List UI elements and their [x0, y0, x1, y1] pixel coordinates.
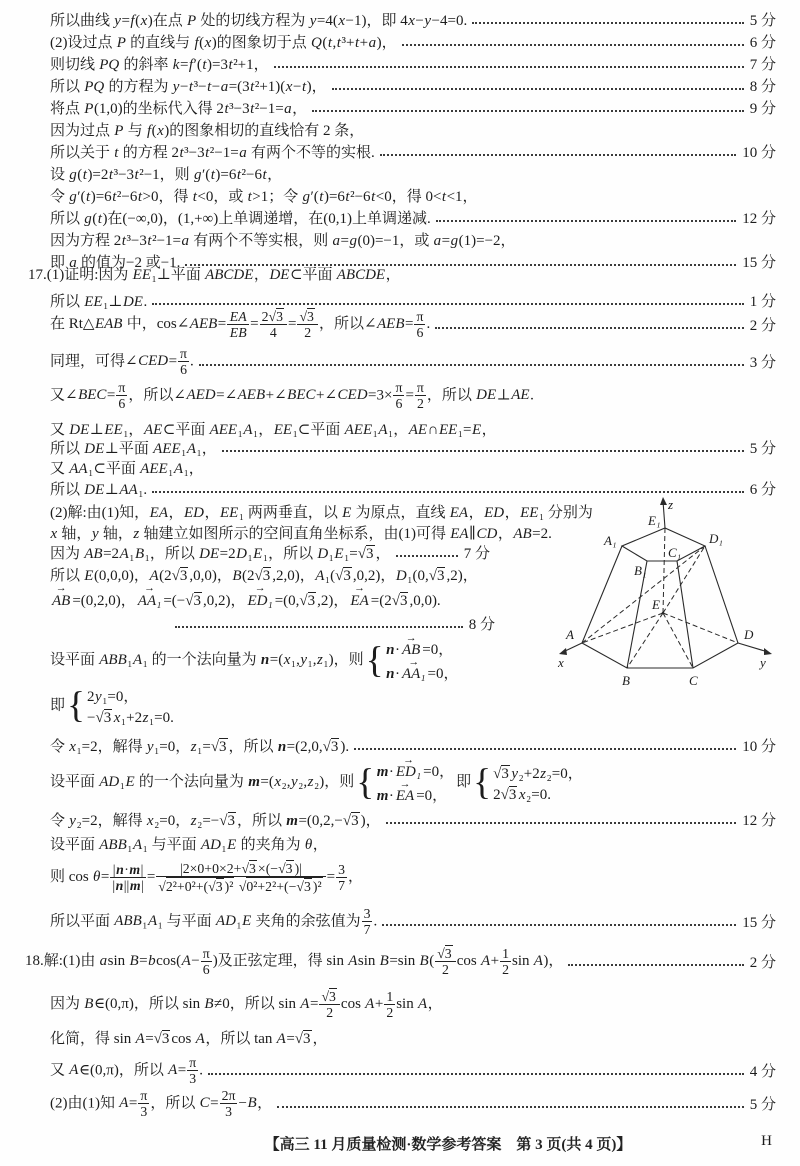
answer-line — [50, 760, 776, 805]
answer-line — [50, 206, 776, 228]
answer-line — [50, 988, 776, 1021]
line-content: AB → =(0,2,0)， AA₁ → =(− √ 3 ,0,2)， ED₁ → =(0, √ 3 ,2)， EA → =(2 √ 3 ,0,0). — [50, 589, 441, 610]
dotted-leader — [175, 619, 463, 628]
line-content: (2)由(1)知 A= $\frac{\pi}{3}$ ，所以 C= $\frac{2\pi}{3}$ −B， — [50, 1088, 273, 1120]
line-content: 设平面 ABB₁A₁ 与平面 AD₁E 的夹角为 θ， — [50, 836, 328, 853]
dotted-leader — [312, 103, 744, 112]
answer-line — [50, 456, 776, 478]
figure-label-c: C — [689, 673, 698, 688]
dotted-leader — [386, 815, 737, 824]
page-footer: 【高三 11 月质量检测·数学参考答案 第 3 页(共 4 页)】 — [264, 1137, 632, 1153]
line-content: 所以 PQ 的方程为 y−t³−t−a=(3t²+1)(x−t)， — [50, 78, 327, 95]
dotted-leader — [277, 1099, 744, 1108]
line-content: (2)设过点 P 的直线与 f(x)的图象切于点 Q(t,t³+t+a)， — [50, 34, 397, 51]
score-label: 7 分 — [749, 56, 776, 73]
figure-label-e1: E₁ — [648, 513, 661, 528]
line-content: 所以 DE⊥平面 AEE₁A₁， — [50, 440, 217, 457]
dotted-leader — [152, 296, 744, 305]
line-content: 则切线 PQ 的斜率 k=f′(t)=3t²+1， — [50, 56, 269, 73]
line-content: 令 g′(t)=6t²−6t>0，得 t<0，或 t>1；令 g′(t)=6t²−6t<0，得 0<t<1， — [50, 188, 478, 205]
line-content: 即 a 的值为−2 或−1. — [50, 254, 181, 271]
answer-line — [50, 184, 776, 206]
dotted-leader — [435, 320, 744, 329]
answer-line — [50, 1055, 776, 1087]
line-content: 同理，可得∠CED= $\frac{\pi}{6}$ . — [50, 346, 194, 378]
score-label: 15 分 — [742, 915, 776, 932]
dotted-leader — [274, 59, 744, 68]
score-label: 3 分 — [749, 355, 776, 372]
line-content: (2)解:由(1)知，EA，ED，EE₁ 两两垂直，以 E 为原点，直线 EA，ED，EE₁ 分别为 — [50, 504, 593, 521]
line-content: 设平面 ABB₁A₁ 的一个法向量为 n=(x₁,y₁,z₁)，则 { n· AB → =0， n· AA₁ → =0， — [50, 638, 460, 683]
score-label: 2 分 — [749, 317, 776, 334]
line-content: 又 AA₁⊂平面 AEE₁A₁， — [50, 460, 204, 477]
line-content: 所以 DE⊥AA₁. — [50, 481, 148, 498]
line-content: 所以 g(t)在(−∞,0)，(1,+∞)上单调递增，在(0,1)上单调递减. — [50, 210, 431, 227]
answer-line — [50, 906, 776, 938]
answer-line — [50, 380, 776, 412]
answer-line — [50, 308, 776, 341]
score-label: 6 分 — [749, 34, 776, 51]
score-label: 5 分 — [749, 440, 776, 457]
score-label: 10 分 — [742, 738, 776, 755]
line-content: 则 cos θ= $\frac{|n\cdot m|}{|n||m|}$ = |2×0+0×2+ √ 3 ×(− √ 3 )| √ 2²+0²+( √ 3 )² √ 0²+2²+(− √ 3 )² = $\frac{3}{7}$ ， — [50, 860, 363, 895]
line-content: 因为 AB=2A₁B₁，所以 DE=2D₁E₁，所以 D₁E₁= √ 3 ， — [50, 542, 391, 563]
line-content: 在 Rt△EAB 中，cos∠AEB= $\frac{EA}{EB}$ = $\frac{2 √ 3}{4}$ = √ $\frac{3}{2}$ ，所以∠AEB= $\frac{\pi}{6}$ . — [50, 308, 430, 341]
line-content: 设平面 AD₁E 的一个法向量为 m=(x₂,y₂,z₂)，则 { m· ED₁ → =0， m· EA → =0， 即 { √ 3 y₂+2z₂=0， 2 √ 3 x₂=0. — [50, 760, 585, 805]
answer-line — [50, 228, 776, 250]
score-label: 7 分 — [463, 545, 490, 562]
dotted-leader — [208, 1066, 744, 1075]
answer-line — [28, 262, 776, 284]
score-label: 5 分 — [749, 1097, 776, 1114]
line-content: 所以 EE₁⊥DE. — [50, 293, 148, 310]
score-label: 15 分 — [742, 254, 776, 271]
figure-label-y: y — [760, 655, 766, 670]
score-label: 12 分 — [742, 812, 776, 829]
line-content: 17.(1)证明:因为 EE₁⊥平面 ABCDE，DE⊂平面 ABCDE， — [28, 266, 401, 283]
answer-line — [50, 734, 776, 756]
line-content: x 轴，y 轴，z 轴建立如图所示的空间直角坐标系，由(1)可得 EA∥CD，AB=2. — [50, 525, 552, 542]
answer-line — [50, 808, 776, 830]
answer-line — [50, 832, 776, 854]
dotted-leader — [354, 741, 736, 750]
answer-line — [50, 52, 776, 74]
answer-line — [50, 74, 776, 96]
dotted-leader — [436, 213, 737, 222]
answer-line — [50, 436, 776, 458]
line-content: 设 g(t)=2t³−3t²−1，则 g′(t)=6t²−6t， — [50, 166, 283, 183]
answer-line — [50, 541, 490, 563]
score-label: 12 分 — [742, 210, 776, 227]
figure-label-c1: C₁ — [668, 545, 682, 560]
answer-line — [50, 162, 776, 184]
score-label: 10 分 — [742, 144, 776, 161]
line-content: 化简，得 sin A= √ 3 cos A，所以 tan A= √ 3 ， — [50, 1027, 328, 1048]
answer-line — [25, 945, 776, 978]
line-content: 所以平面 ABB₁A₁ 与平面 AD₁E 夹角的余弦值为 $\frac{3}{7}$ . — [50, 906, 378, 938]
figure-label-a: A — [566, 627, 574, 642]
figure-label-z: z — [668, 497, 674, 512]
line-content: 又∠BEC= $\frac{\pi}{6}$ ，所以∠AED=∠AEB+∠BEC+∠CED=3× $\frac{\pi}{6}$ = $\frac{\pi}{2}$ ，所以 DE⊥AE. — [50, 380, 534, 412]
answer-line — [50, 346, 776, 378]
answer-line — [50, 140, 776, 162]
score-label: 9 分 — [749, 100, 776, 117]
answer-line — [50, 96, 776, 118]
figure-label-x: x — [558, 655, 564, 670]
answer-line — [50, 1026, 776, 1048]
figure-label-d1: D₁ — [709, 531, 723, 546]
dotted-leader — [402, 37, 744, 46]
dotted-leader — [382, 917, 736, 926]
line-content: 又 A∈(0,π)，所以 A= $\frac{\pi}{3}$ . — [50, 1055, 203, 1087]
figure-label-b: B — [622, 673, 630, 688]
line-content: 令 y₂=2，解得 x₂=0，z₂=− √ 3 ，所以 m=(0,2,− √ 3 )， — [50, 809, 381, 830]
score-label: 4 分 — [749, 1064, 776, 1081]
score-label: 2 分 — [749, 954, 776, 971]
figure-label-e: E — [652, 597, 660, 612]
line-content: 又 DE⊥EE₁，AE⊂平面 AEE₁A₁，EE₁⊂平面 AEE₁A₁，AE∩EE₁=E， — [50, 421, 497, 438]
score-label: 5 分 — [749, 12, 776, 29]
dotted-leader — [472, 15, 744, 24]
figure-label-b1: B₁ — [634, 563, 647, 578]
line-content: 即 { 2y₁=0， − √ 3 x₁+2z₁=0. — [50, 685, 176, 727]
dotted-leader — [199, 357, 744, 366]
line-content: 所以 E(0,0,0)，A(2 √ 3 ,0,0)，B(2 √ 3 ,2,0)，A₁( √ 3 ,0,2)，D₁(0, √ 3 ,2)， — [50, 564, 478, 585]
score-label: 1 分 — [749, 293, 776, 310]
answer-line — [50, 30, 776, 52]
score-label: 6 分 — [749, 481, 776, 498]
answer-line — [50, 118, 776, 140]
line-content: 因为 B∈(0,π)，所以 sin B≠0，所以 sin A= √ $\frac{3}{2}$ cos A+ $\frac{1}{2}$ sin A， — [50, 988, 443, 1021]
line-content: 18.解:(1)由 asin B=bcos(A− $\frac{\pi}{6}$ )及正弦定理，得 sin Asin B=sin B( √ $\frac{3}{2}$ cos A+ $\frac{1}{2}$ sin A)， — [25, 945, 563, 978]
dotted-leader — [396, 548, 458, 557]
figure-label-d: D — [744, 627, 754, 642]
figure-label-a1: A₁ — [604, 533, 617, 548]
dotted-leader — [222, 443, 744, 452]
dotted-leader — [568, 957, 743, 966]
line-content: 令 x₁=2，解得 y₁=0，z₁= √ 3 ，所以 n=(2,0, √ 3 ). — [50, 735, 349, 756]
line-content: 因为方程 2t³−3t²−1=a 有两个不等实根，则 a=g(0)=−1，或 a=g(1)=−2， — [50, 232, 516, 249]
dotted-leader — [152, 484, 744, 493]
answer-line — [50, 1088, 776, 1120]
page-footer-mark: H — [761, 1133, 772, 1149]
answer-line — [50, 8, 776, 30]
line-content: 因为过点 P 与 f(x)的图象相切的直线恰有 2 条， — [50, 122, 365, 139]
line-content: 所以关于 t 的方程 2t³−3t²−1=a 有两个不等的实根. — [50, 144, 375, 161]
answer-line — [50, 860, 776, 895]
dotted-leader — [380, 147, 737, 156]
dotted-leader — [332, 81, 744, 90]
line-content: 将点 P(1,0)的坐标代入得 2t³−3t²−1=a， — [50, 100, 308, 117]
score-label: 8 分 — [749, 78, 776, 95]
geometry-figure — [552, 495, 792, 695]
answer-line — [170, 612, 495, 634]
score-label: 8 分 — [468, 616, 495, 633]
line-content: 所以曲线 y=f(x)在点 P 处的切线方程为 y=4(x−1)，即 4x−y−4=0. — [50, 12, 468, 29]
